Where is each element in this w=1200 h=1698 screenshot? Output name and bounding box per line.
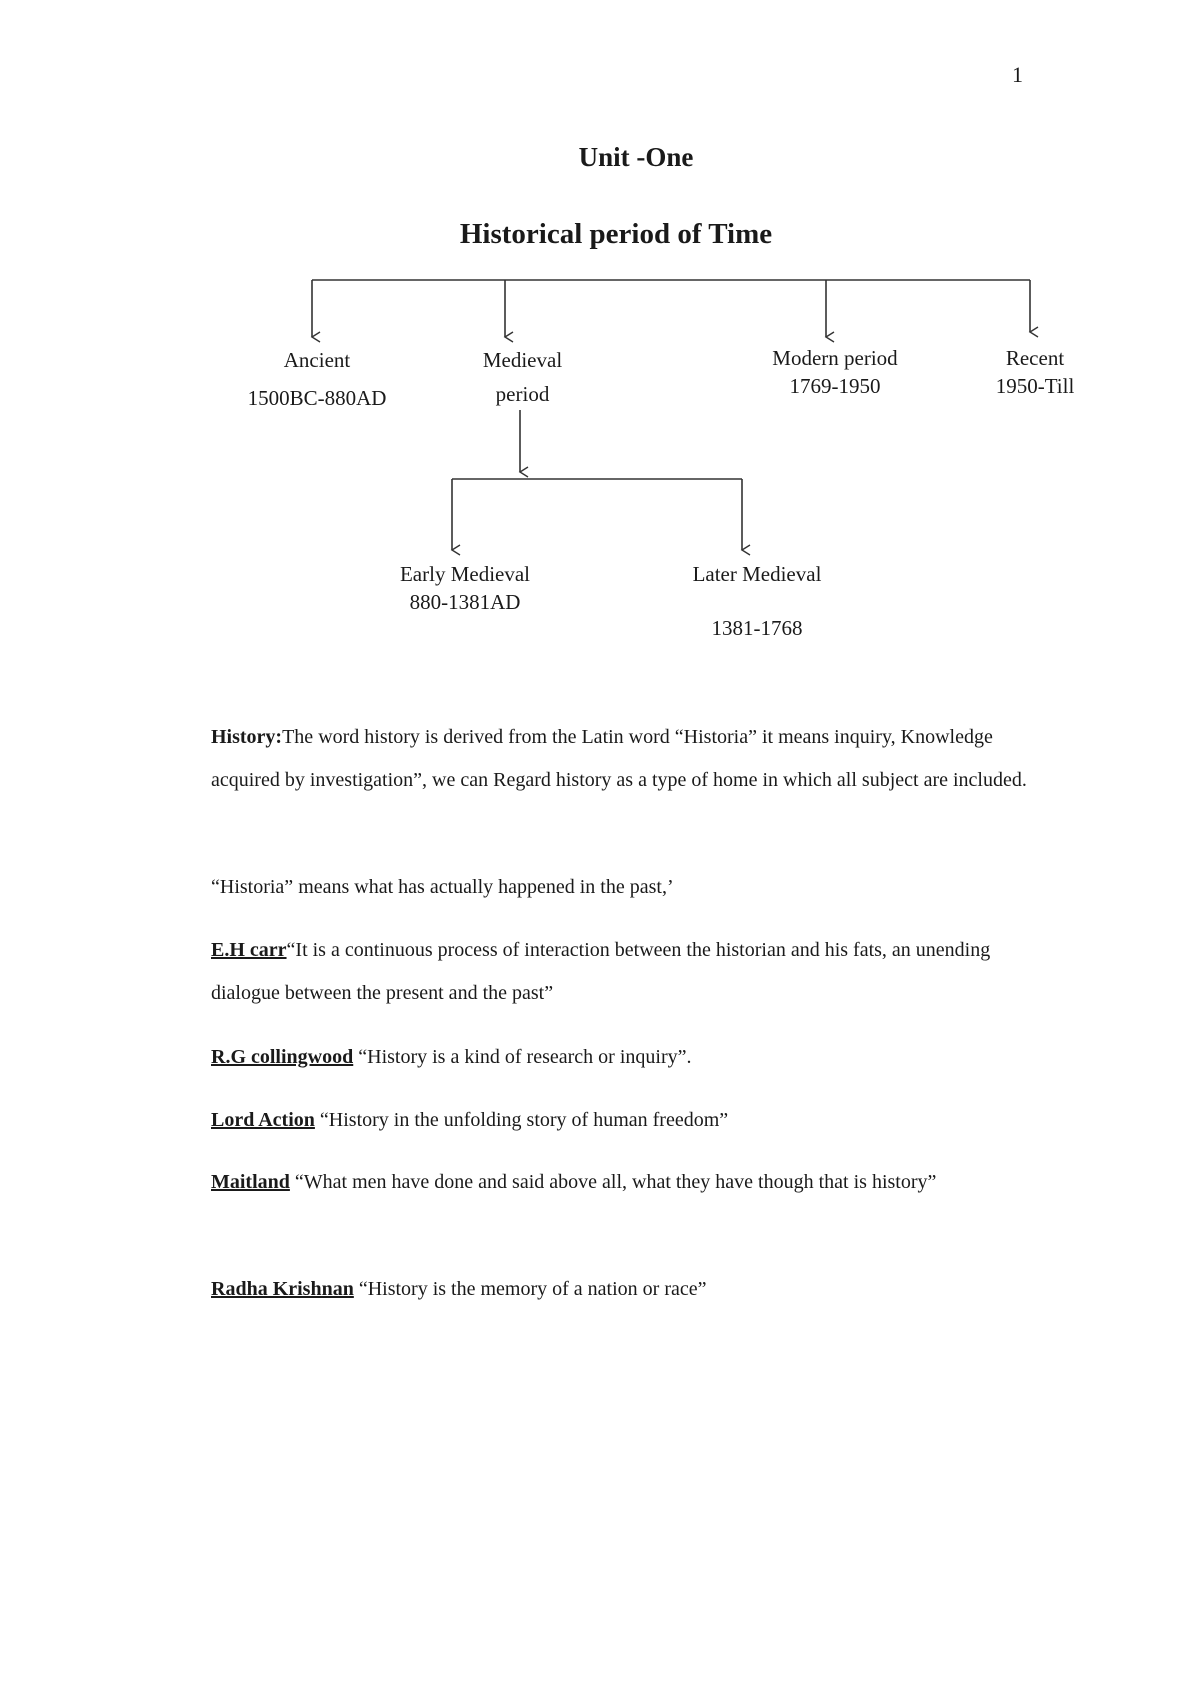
section-title: Historical period of Time (459, 218, 773, 250)
period-recent (975, 344, 1095, 400)
period-later-medieval (672, 560, 842, 642)
period-name: Later Medieval (692, 562, 822, 586)
period-ancient (232, 346, 402, 412)
quote-author: Radha Krishnan (211, 1278, 354, 1300)
quote-eh-carr (211, 929, 1033, 1015)
period-range: 1769-1950 (789, 374, 881, 398)
definition-text: The word history is derived from the Latin word “Historia” it means inquiry, Knowledge acquired by investigation”, we can Regard history as a type of home in which all subject are included. (211, 726, 1027, 791)
quote-text: “What men have done and said above all, what they have though that is history” (289, 1171, 937, 1193)
period-name: Modern period (772, 346, 898, 370)
historia-line: “Historia” means what has actually happened in the past,’ (211, 876, 674, 898)
period-name: Early Medieval (399, 562, 531, 586)
period-name: Medieval (482, 348, 563, 372)
quote-text: “History is a kind of research or inquiry”. (353, 1046, 692, 1068)
quote-lord-action (211, 1099, 1033, 1142)
period-range: 1381-1768 (711, 616, 803, 640)
quote-radha-krishnan (211, 1268, 1033, 1311)
quote-rg-collingwood (211, 1036, 1033, 1079)
unit-title: Unit -One (578, 142, 694, 172)
quote-author: Lord Action (211, 1109, 315, 1131)
history-definition (211, 716, 1033, 802)
quote-text: “It is a continuous process of interaction between the historian and his fats, an unending dialogue between the present and the past” (211, 939, 991, 1004)
quote-author: E.H carr (211, 939, 287, 961)
period-name: Recent (1005, 346, 1065, 370)
quote-text: “History in the unfolding story of human freedom” (314, 1109, 729, 1131)
definition-label: History: (211, 726, 283, 748)
period-range: 880-1381AD (409, 590, 521, 614)
period-name: Ancient (283, 348, 351, 372)
historia-meaning (211, 866, 1033, 909)
period-name-line2: period (495, 382, 550, 406)
page-number: 1 (1012, 62, 1023, 87)
quote-author: Maitland (211, 1171, 290, 1193)
period-range: 1500BC-880AD (247, 386, 387, 410)
period-early-medieval (390, 560, 540, 616)
quote-text: “History is the memory of a nation or race” (353, 1278, 707, 1300)
period-range: 1950-Till (995, 374, 1075, 398)
period-modern (750, 344, 920, 400)
period-medieval (450, 346, 595, 408)
quote-author: R.G collingwood (211, 1046, 354, 1068)
quote-maitland (211, 1161, 1033, 1204)
